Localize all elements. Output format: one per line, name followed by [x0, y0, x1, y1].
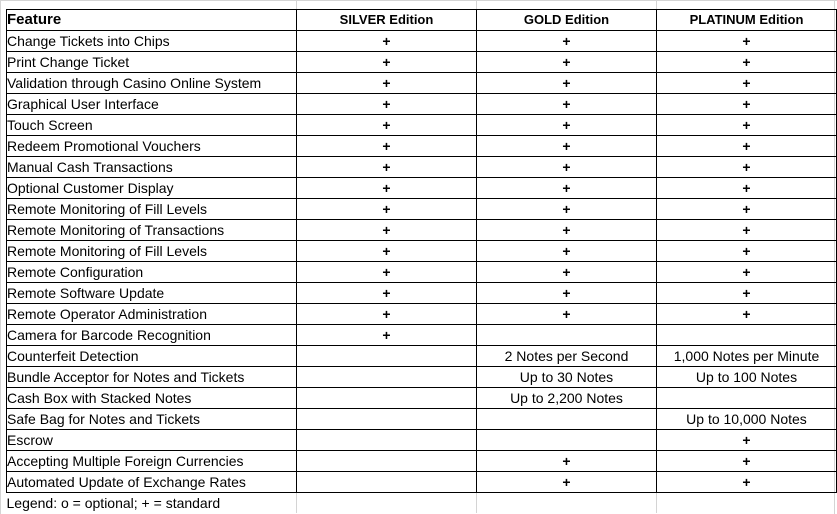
feature-cell[interactable]: Remote Software Update: [7, 283, 297, 304]
feature-cell[interactable]: Safe Bag for Notes and Tickets: [7, 409, 297, 430]
platinum-cell[interactable]: +: [657, 157, 837, 178]
silver-cell[interactable]: [297, 388, 477, 409]
silver-cell[interactable]: +: [297, 220, 477, 241]
platinum-cell[interactable]: Up to 100 Notes: [657, 367, 837, 388]
header-platinum-cell[interactable]: PLATINUM Edition: [657, 10, 837, 31]
feature-comparison-table: [6, 9, 837, 513]
feature-cell[interactable]: Cash Box with Stacked Notes: [7, 388, 297, 409]
header-gold-cell[interactable]: GOLD Edition: [477, 10, 657, 31]
silver-cell[interactable]: +: [297, 136, 477, 157]
feature-cell[interactable]: Remote Configuration: [7, 262, 297, 283]
table-row: [7, 136, 837, 157]
table-row: [7, 304, 837, 325]
silver-cell[interactable]: [297, 367, 477, 388]
platinum-cell[interactable]: +: [657, 304, 837, 325]
table-row: [7, 31, 837, 52]
silver-cell[interactable]: [297, 430, 477, 451]
header-feature-cell[interactable]: Feature: [7, 10, 297, 31]
platinum-cell[interactable]: +: [657, 472, 837, 493]
table-row: [7, 178, 837, 199]
feature-cell[interactable]: Remote Monitoring of Fill Levels: [7, 241, 297, 262]
legend-row: [7, 493, 837, 514]
table-row: [7, 220, 837, 241]
platinum-cell[interactable]: +: [657, 31, 837, 52]
gold-cell[interactable]: 2 Notes per Second: [477, 346, 657, 367]
platinum-cell[interactable]: +: [657, 136, 837, 157]
gold-cell[interactable]: +: [477, 199, 657, 220]
platinum-cell[interactable]: +: [657, 430, 837, 451]
grid-left-line: [0, 0, 1, 514]
feature-cell[interactable]: Bundle Acceptor for Notes and Tickets: [7, 367, 297, 388]
table-body: [7, 10, 837, 514]
silver-cell[interactable]: +: [297, 325, 477, 346]
silver-cell[interactable]: +: [297, 178, 477, 199]
table-row: [7, 430, 837, 451]
platinum-cell[interactable]: +: [657, 451, 837, 472]
gold-cell[interactable]: Up to 30 Notes: [477, 367, 657, 388]
gold-cell[interactable]: +: [477, 472, 657, 493]
feature-cell[interactable]: Redeem Promotional Vouchers: [7, 136, 297, 157]
table-row: [7, 472, 837, 493]
gold-cell[interactable]: +: [477, 115, 657, 136]
legend-text: Legend: o = optional; + = standard: [7, 493, 297, 514]
column-gridline: [476, 0, 477, 9]
gold-cell[interactable]: +: [477, 136, 657, 157]
feature-cell[interactable]: Validation through Casino Online System: [7, 73, 297, 94]
feature-cell[interactable]: Camera for Barcode Recognition: [7, 325, 297, 346]
silver-cell[interactable]: +: [297, 283, 477, 304]
feature-cell[interactable]: Remote Monitoring of Fill Levels: [7, 199, 297, 220]
platinum-cell[interactable]: Up to 10,000 Notes: [657, 409, 837, 430]
gold-cell[interactable]: +: [477, 283, 657, 304]
platinum-cell[interactable]: +: [657, 220, 837, 241]
gold-cell[interactable]: +: [477, 220, 657, 241]
table-row: [7, 157, 837, 178]
header-row: [7, 10, 837, 31]
table-row: [7, 262, 837, 283]
gold-cell[interactable]: +: [477, 94, 657, 115]
silver-cell[interactable]: +: [297, 262, 477, 283]
empty-cell[interactable]: [477, 493, 657, 514]
column-gridline: [296, 0, 297, 9]
silver-cell[interactable]: [297, 451, 477, 472]
feature-cell[interactable]: Remote Monitoring of Transactions: [7, 220, 297, 241]
grid-top-line: [0, 0, 837, 1]
gold-cell[interactable]: +: [477, 31, 657, 52]
column-gridline: [656, 0, 657, 9]
header-silver-cell[interactable]: SILVER Edition: [297, 10, 477, 31]
feature-cell[interactable]: Automated Update of Exchange Rates: [7, 472, 297, 493]
gold-cell[interactable]: +: [477, 178, 657, 199]
platinum-cell[interactable]: +: [657, 52, 837, 73]
table-row: [7, 388, 837, 409]
gold-cell[interactable]: +: [477, 73, 657, 94]
platinum-cell[interactable]: +: [657, 94, 837, 115]
table-row: [7, 94, 837, 115]
empty-cell[interactable]: [657, 493, 837, 514]
silver-cell[interactable]: +: [297, 115, 477, 136]
feature-cell[interactable]: Manual Cash Transactions: [7, 157, 297, 178]
feature-cell[interactable]: Graphical User Interface: [7, 94, 297, 115]
silver-cell[interactable]: +: [297, 94, 477, 115]
gold-cell[interactable]: [477, 325, 657, 346]
silver-cell[interactable]: [297, 346, 477, 367]
feature-cell[interactable]: Touch Screen: [7, 115, 297, 136]
platinum-cell[interactable]: +: [657, 199, 837, 220]
feature-cell[interactable]: Optional Customer Display: [7, 178, 297, 199]
silver-cell[interactable]: +: [297, 304, 477, 325]
platinum-cell[interactable]: +: [657, 283, 837, 304]
gold-cell[interactable]: +: [477, 262, 657, 283]
gold-cell[interactable]: [477, 430, 657, 451]
silver-cell[interactable]: [297, 409, 477, 430]
platinum-cell[interactable]: [657, 325, 837, 346]
empty-cell[interactable]: [297, 493, 477, 514]
gold-cell[interactable]: +: [477, 241, 657, 262]
platinum-cell[interactable]: +: [657, 241, 837, 262]
table-row: [7, 325, 837, 346]
gold-cell[interactable]: [477, 409, 657, 430]
table-row: [7, 409, 837, 430]
silver-cell[interactable]: +: [297, 157, 477, 178]
table-row: [7, 241, 837, 262]
silver-cell[interactable]: +: [297, 241, 477, 262]
table-row: [7, 115, 837, 136]
platinum-cell[interactable]: +: [657, 115, 837, 136]
table-row: [7, 199, 837, 220]
platinum-cell[interactable]: [657, 388, 837, 409]
silver-cell[interactable]: +: [297, 31, 477, 52]
feature-cell[interactable]: Remote Operator Administration: [7, 304, 297, 325]
table-row: [7, 346, 837, 367]
silver-cell[interactable]: [297, 472, 477, 493]
feature-cell[interactable]: Counterfeit Detection: [7, 346, 297, 367]
gold-cell[interactable]: Up to 2,200 Notes: [477, 388, 657, 409]
platinum-cell[interactable]: +: [657, 178, 837, 199]
platinum-cell[interactable]: 1,000 Notes per Minute: [657, 346, 837, 367]
silver-cell[interactable]: +: [297, 52, 477, 73]
gold-cell[interactable]: +: [477, 52, 657, 73]
table-row: [7, 451, 837, 472]
feature-cell[interactable]: Accepting Multiple Foreign Currencies: [7, 451, 297, 472]
platinum-cell[interactable]: +: [657, 73, 837, 94]
table-row: [7, 367, 837, 388]
gold-cell[interactable]: +: [477, 451, 657, 472]
feature-cell[interactable]: Change Tickets into Chips: [7, 31, 297, 52]
silver-cell[interactable]: +: [297, 73, 477, 94]
gold-cell[interactable]: +: [477, 157, 657, 178]
table-row: [7, 52, 837, 73]
feature-cell[interactable]: Escrow: [7, 430, 297, 451]
table-row: [7, 283, 837, 304]
gold-cell[interactable]: +: [477, 304, 657, 325]
feature-cell[interactable]: Print Change Ticket: [7, 52, 297, 73]
table-row: [7, 73, 837, 94]
platinum-cell[interactable]: +: [657, 262, 837, 283]
silver-cell[interactable]: +: [297, 199, 477, 220]
